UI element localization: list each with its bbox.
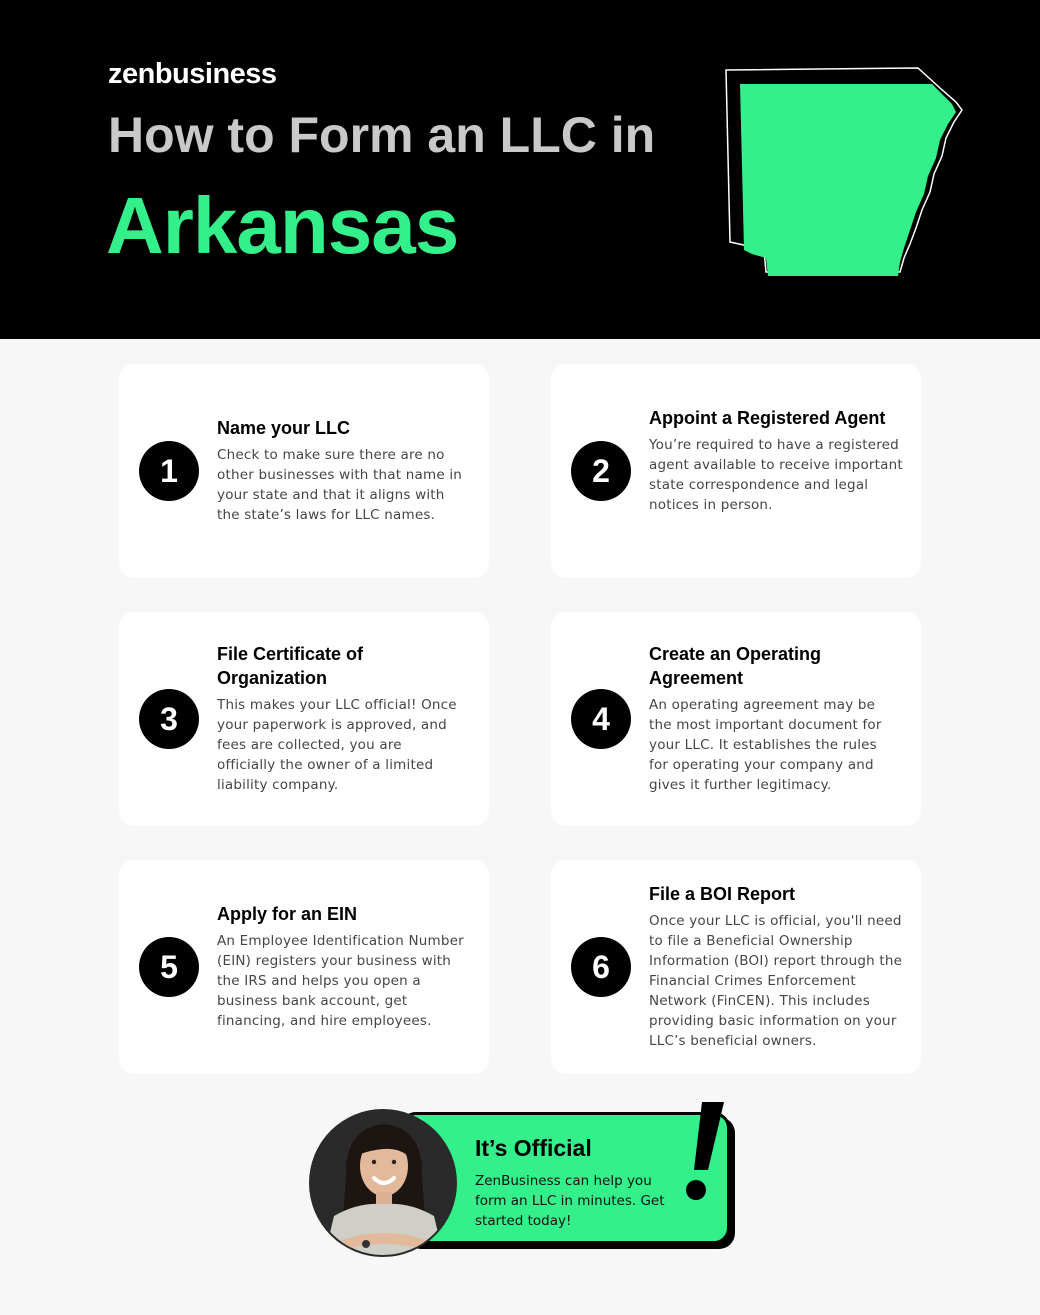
step-description: An operating agreement may be the most important document for your LLC. It establishes the rules for operating your company and gives it further legitimacy. (649, 697, 882, 793)
step-description: Check to make sure there are no other businesses with that name in your state and that it aligns with the state’s laws for LLC names. (217, 447, 463, 523)
cta-title: It’s Official (475, 1135, 592, 1161)
step-card-6 (551, 860, 921, 1074)
step-content (649, 406, 903, 515)
step-card-1 (119, 364, 489, 578)
step-number-badge: 6 (571, 937, 631, 997)
step-number-badge: 2 (571, 441, 631, 501)
step-content (217, 416, 471, 525)
step-card-5 (119, 860, 489, 1074)
step-card-4 (551, 612, 921, 826)
step-number-badge: 4 (571, 689, 631, 749)
cta-description: ZenBusiness can help you form an LLC in minutes. Get started today! (475, 1173, 665, 1229)
avatar (308, 1108, 458, 1258)
step-card-2 (551, 364, 921, 578)
step-description: Once your LLC is official, you'll need to file a Beneficial Ownership Information (BOI) report through the Financial Crimes Enforcement Network (FinCEN). This includes providing basic information on your LLC’s beneficial owners. (649, 913, 903, 1049)
exclamation-icon (674, 1098, 734, 1208)
brand-logo: zenbusiness (108, 58, 277, 90)
step-description: This makes your LLC official! Once your paperwork is approved, and fees are collected, you are officially the owner of a limited liability company. (217, 697, 457, 793)
step-title: Appoint a Registered Agent (649, 408, 886, 428)
step-title: File a BOI Report (649, 884, 796, 904)
step-number-badge: 1 (139, 441, 199, 501)
hero-banner (0, 0, 1040, 339)
step-content (217, 902, 471, 1031)
step-content (217, 642, 457, 795)
step-number-badge: 3 (139, 689, 199, 749)
step-title: Apply for an EIN (217, 904, 358, 924)
step-title: File Certificate of Organization (217, 644, 364, 688)
step-title: Name your LLC (217, 418, 351, 438)
step-title: Create an Operating Agreement (649, 644, 822, 688)
arkansas-map-icon (718, 64, 968, 282)
page-title-line1: How to Form an LLC in (108, 107, 656, 163)
step-number-badge: 5 (139, 937, 199, 997)
step-description: An Employee Identification Number (EIN) registers your business with the IRS and helps you open a business bank account, get financing, and hire employees. (217, 933, 464, 1029)
step-content (649, 642, 889, 795)
page-title-state: Arkansas (106, 181, 459, 270)
step-card-3 (119, 612, 489, 826)
step-description: You’re required to have a registered agent available to receive important state correspondence and legal notices in person. (649, 437, 903, 513)
step-content (649, 882, 903, 1051)
